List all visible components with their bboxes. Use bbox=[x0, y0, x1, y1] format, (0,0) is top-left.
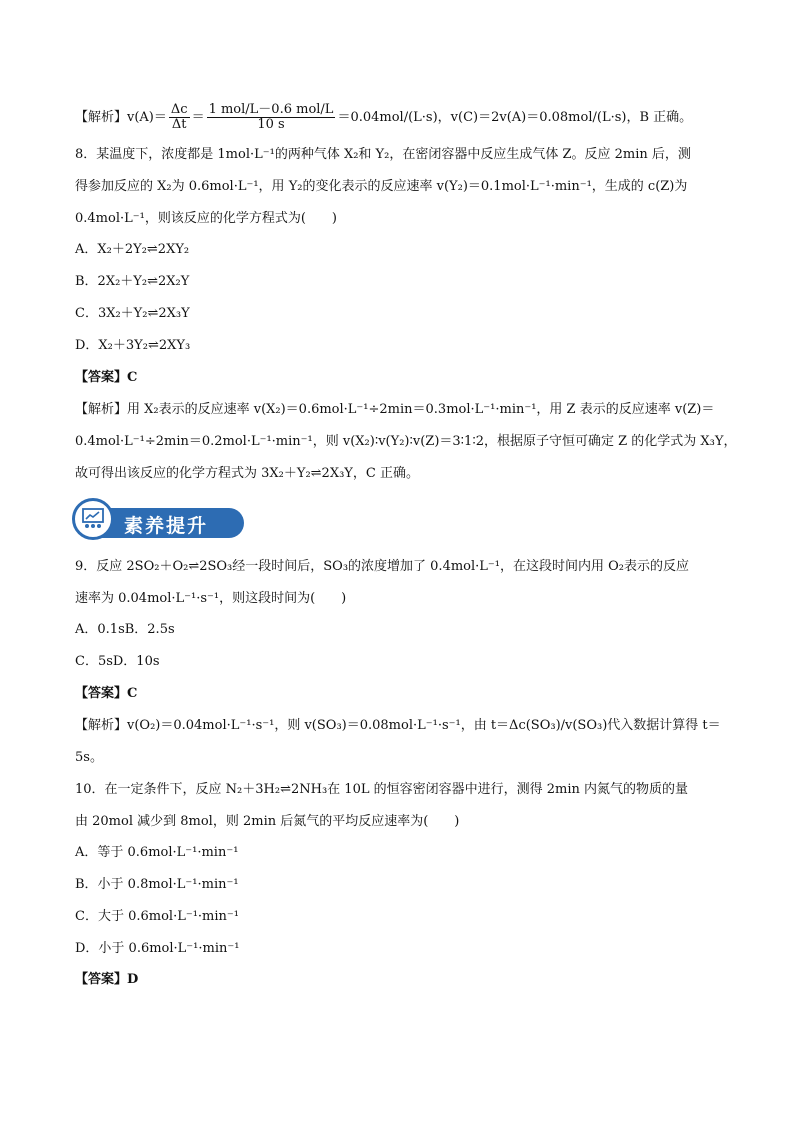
q7-analysis-suffix: ＝0.04mol/(L·s)，v(C)＝2v(A)＝0.08mol/(L·s)，B 正确。 bbox=[337, 110, 693, 125]
q9-stem-line1: 9．反应 2SO₂＋O₂⇌2SO₃经一段时间后，SO₃的浓度增加了 0.4mol·L⁻¹，在这段时间内用 O₂表示的反应 bbox=[75, 559, 689, 574]
q10-option-b: B．小于 0.8mol·L⁻¹·min⁻¹ bbox=[75, 877, 239, 892]
q8-analysis-line1: 【解析】用 X₂表示的反应速率 v(X₂)＝0.6mol·L⁻¹÷2min＝0.3mol·L⁻¹·min⁻¹，用 Z 表示的反应速率 v(Z)＝ bbox=[75, 402, 715, 417]
q10-option-a: A．等于 0.6mol·L⁻¹·min⁻¹ bbox=[75, 845, 239, 860]
q9-analysis-line1: 【解析】v(O₂)＝0.04mol·L⁻¹·s⁻¹，则 v(SO₃)＝0.08mol·L⁻¹·s⁻¹，由 t＝Δc(SO₃)/v(SO₃)代入数据计算得 t＝ bbox=[75, 718, 721, 733]
q8-stem-line1: 8．某温度下，浓度都是 1mol·L⁻¹的两种气体 X₂和 Y₂，在密闭容器中反应生成气体 Z。反应 2min 后，测 bbox=[75, 147, 691, 162]
q8-analysis-line2: 0.4mol·L⁻¹÷2min＝0.2mol·L⁻¹·min⁻¹，则 v(X₂)∶v(Y₂)∶v(Z)＝3∶1∶2，根据原子守恒可确定 Z 的化学式为 X₃Y， bbox=[75, 434, 737, 449]
q8-stem-line3: 0.4mol·L⁻¹，则该反应的化学方程式为( ) bbox=[75, 211, 337, 226]
q9-stem-line2: 速率为 0.04mol·L⁻¹·s⁻¹，则这段时间为( ) bbox=[75, 591, 347, 606]
q9-analysis-line2: 5s。 bbox=[75, 750, 103, 765]
q9-options-ab: A．0.1sB．2.5s bbox=[75, 622, 175, 637]
q8-option-c: C．3X₂＋Y₂⇌2X₃Y bbox=[75, 306, 190, 321]
q9-options-cd: C．5sD．10s bbox=[75, 654, 160, 669]
section-title: 素养提升 bbox=[124, 515, 209, 537]
presentation-chart-icon bbox=[72, 498, 114, 540]
q7-analysis-prefix: 【解析】v(A)＝ bbox=[75, 110, 167, 125]
q8-option-d: D．X₂＋3Y₂⇌2XY₃ bbox=[75, 338, 191, 353]
q8-option-a: A．X₂＋2Y₂⇌2XY₂ bbox=[75, 242, 190, 257]
q10-answer: 【答案】D bbox=[75, 972, 139, 987]
concentration-over-time-fraction: $\frac{\text{1 mol/L－0.6 mol/L}}{10 s}$ bbox=[208, 102, 334, 132]
q9-answer: 【答案】C bbox=[75, 686, 138, 701]
q10-option-c: C．大于 0.6mol·L⁻¹·min⁻¹ bbox=[75, 909, 239, 924]
q7-analysis-line: 【解析】v(A)＝ $\frac{\Delta c}{\Delta t}$ ＝ $\frac{\text{1 mol/L－0.6 mol/L}}{10 s}$ ＝0.04mol/(L·s)，v(C)＝2v(A)＝0.08mol/(L·s)，B 正确。 bbox=[75, 102, 693, 132]
q10-option-d: D．小于 0.6mol·L⁻¹·min⁻¹ bbox=[75, 941, 240, 956]
q8-analysis-line3: 故可得出该反应的化学方程式为 3X₂＋Y₂⇌2X₃Y，C 正确。 bbox=[75, 466, 419, 481]
q10-stem-line2: 由 20mol 减少到 8mol，则 2min 后氮气的平均反应速率为( ) bbox=[75, 814, 460, 829]
q8-option-b: B．2X₂＋Y₂⇌2X₂Y bbox=[75, 274, 190, 289]
section-header-badge bbox=[72, 496, 247, 540]
q8-stem-line2: 得参加反应的 X₂为 0.6mol·L⁻¹，用 Y₂的变化表示的反应速率 v(Y₂)＝0.1mol·L⁻¹·min⁻¹，生成的 c(Z)为 bbox=[75, 179, 688, 194]
delta-c-over-delta-t-fraction: $\frac{\Delta c}{\Delta t}$ bbox=[170, 102, 188, 132]
q10-stem-line1: 10．在一定条件下，反应 N₂＋3H₂⇌2NH₃在 10L 的恒容密闭容器中进行，测得 2min 内氮气的物质的量 bbox=[75, 782, 688, 797]
q8-answer: 【答案】C bbox=[75, 370, 138, 385]
